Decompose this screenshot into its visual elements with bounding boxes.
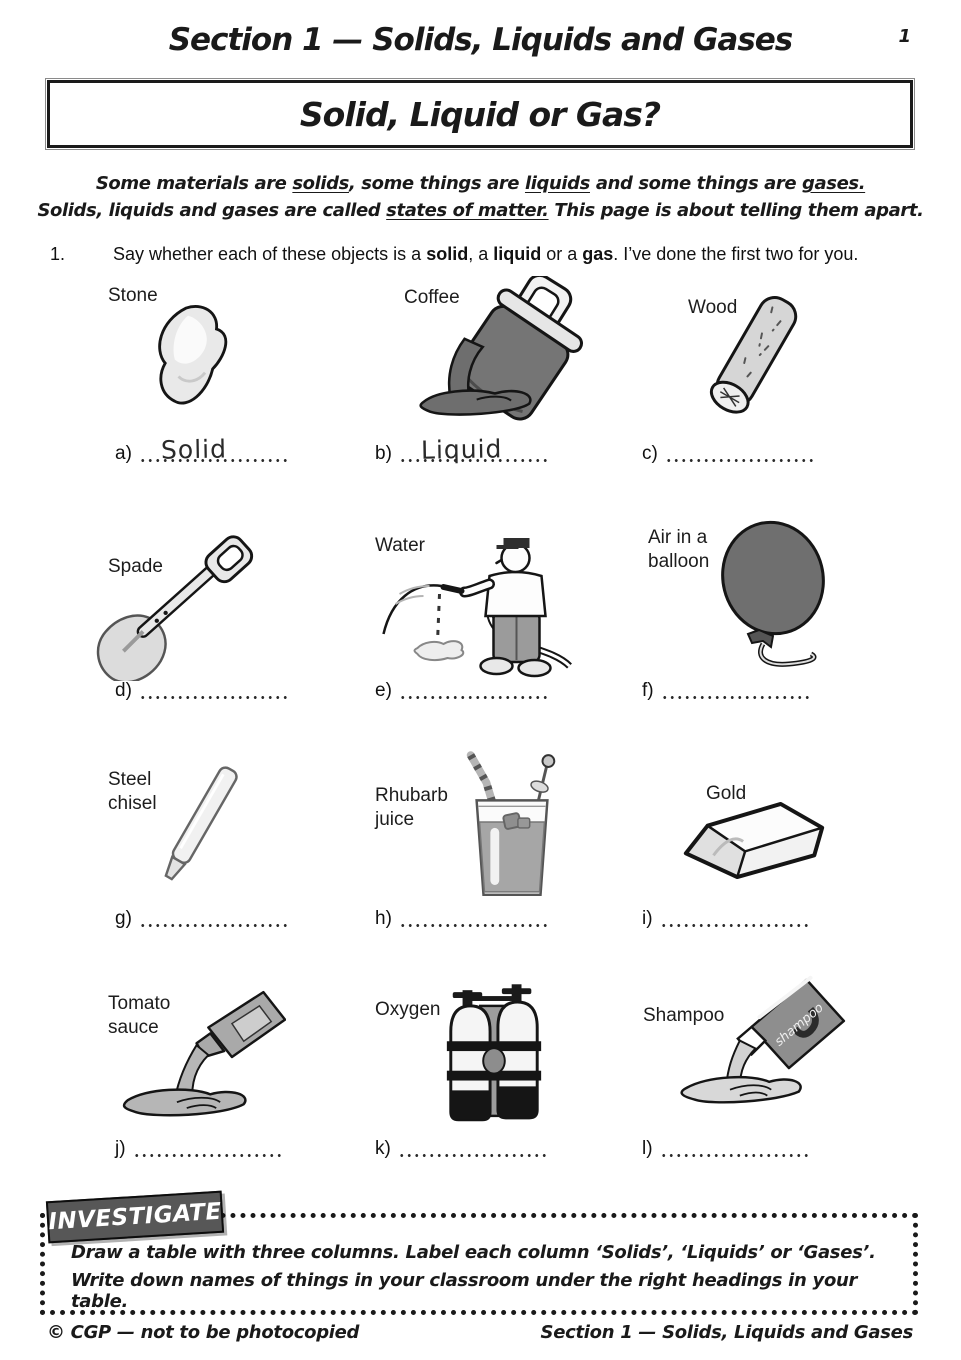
- item-label: Coffee: [404, 287, 460, 308]
- stone-illustration: [150, 298, 245, 416]
- answer-line[interactable]: [133, 1136, 283, 1158]
- answer-letter: l): [642, 1138, 653, 1159]
- item-label: Stone: [108, 285, 158, 306]
- page-footer: [47, 1322, 913, 1343]
- answer-letter: j): [115, 1138, 126, 1159]
- answer-letter: h): [375, 908, 392, 929]
- page-number: 1: [898, 26, 911, 47]
- answer-j: [115, 1136, 283, 1160]
- answer-letter: g): [115, 908, 132, 929]
- item-label: Gold: [706, 783, 747, 804]
- answer-l: [642, 1136, 810, 1160]
- answer-line[interactable]: [139, 906, 289, 928]
- intro-line-2: Solids, liquids and gases are called states of matter. This page is about telling them apart.: [37, 200, 924, 221]
- answer-line[interactable]: [665, 441, 815, 463]
- answer-letter: b): [375, 443, 392, 464]
- answer-h: [375, 906, 549, 930]
- section-header: Section 1 — Solids, Liquids and Gases: [168, 22, 793, 58]
- item-cell-water: [375, 528, 595, 680]
- answer-line[interactable]: [660, 906, 810, 928]
- investigate-line-1: Draw a table with three columns. Label each column ‘Solids’, ‘Liquids’ or ‘Gases’.: [71, 1242, 876, 1263]
- answer-c: [642, 441, 815, 465]
- answer-letter: d): [115, 680, 132, 701]
- intro-line-1: Some materials are solids, some things are liquids and some things are gases.: [95, 173, 866, 194]
- answer-b: [375, 434, 549, 465]
- item-label: Air in a balloon: [648, 527, 710, 572]
- item-cell-oxygen: [375, 992, 595, 1137]
- answer-line[interactable]: [399, 678, 549, 700]
- investigate-line-2: Write down names of things in your classroom under the right headings in your table.: [71, 1270, 858, 1312]
- answer-letter: a): [115, 443, 132, 464]
- answer-line[interactable]: [139, 434, 289, 465]
- answer-k: [375, 1136, 548, 1160]
- answer-line[interactable]: [139, 678, 289, 700]
- answer-letter: c): [642, 443, 658, 464]
- answer-a: [115, 434, 289, 465]
- answer-i: [642, 906, 810, 930]
- question-number: 1.: [50, 244, 66, 264]
- answer-line[interactable]: [399, 906, 549, 928]
- answer-g: [115, 906, 289, 930]
- item-cell-stone: [108, 284, 368, 434]
- answer-line[interactable]: [399, 434, 549, 465]
- handwritten-answer: Liquid: [420, 434, 503, 465]
- answer-letter: e): [375, 680, 392, 701]
- item-label: Wood: [688, 297, 738, 318]
- footer-copyright: © CGP — not to be photocopied: [47, 1322, 360, 1343]
- item-cell-wood: [688, 296, 908, 436]
- item-cell-tomato-sauce: [108, 986, 348, 1131]
- item-cell-rhubarb-juice: [375, 776, 595, 906]
- svg-text:shampoo: shampoo: [772, 1000, 827, 1050]
- answer-e: [375, 678, 549, 702]
- question-1: 1. Say whether each of these objects is a solid, a liquid or a gas. I’ve done the first two for you.: [50, 244, 859, 264]
- answer-letter: k): [375, 1138, 391, 1159]
- page-title: Solid, Liquid or Gas?: [299, 94, 661, 134]
- answer-line[interactable]: [660, 1136, 810, 1158]
- item-label: Tomato sauce: [108, 993, 171, 1038]
- answer-line[interactable]: [398, 1136, 548, 1158]
- item-label: Oxygen: [375, 999, 441, 1020]
- gold-bar-illustration: [670, 794, 838, 888]
- item-cell-gold: [668, 780, 898, 890]
- item-cell-spade: [108, 535, 388, 680]
- answer-letter: i): [642, 908, 653, 929]
- shampoo-illustration: [661, 966, 853, 1128]
- item-cell-air-balloon: [648, 518, 878, 686]
- footer-section: Section 1 — Solids, Liquids and Gases: [540, 1322, 913, 1343]
- handwritten-answer: Solid: [160, 434, 228, 465]
- item-cell-steel-chisel: [108, 760, 328, 900]
- item-label: Steel chisel: [108, 769, 157, 814]
- answer-letter: f): [642, 680, 654, 701]
- item-label: Spade: [108, 556, 163, 577]
- answer-d: [115, 678, 289, 702]
- investigate-badge: INVESTIGATE: [46, 1191, 224, 1244]
- intro-text: [0, 170, 961, 224]
- item-label: Shampoo: [643, 1005, 725, 1026]
- oxygen-cylinders-illustration: [439, 980, 549, 1130]
- item-cell-coffee: [404, 286, 624, 436]
- item-cell-shampoo: [643, 996, 893, 1136]
- title-box: [47, 80, 913, 148]
- item-label: Rhubarb juice: [375, 785, 448, 830]
- item-label: Water: [375, 535, 425, 556]
